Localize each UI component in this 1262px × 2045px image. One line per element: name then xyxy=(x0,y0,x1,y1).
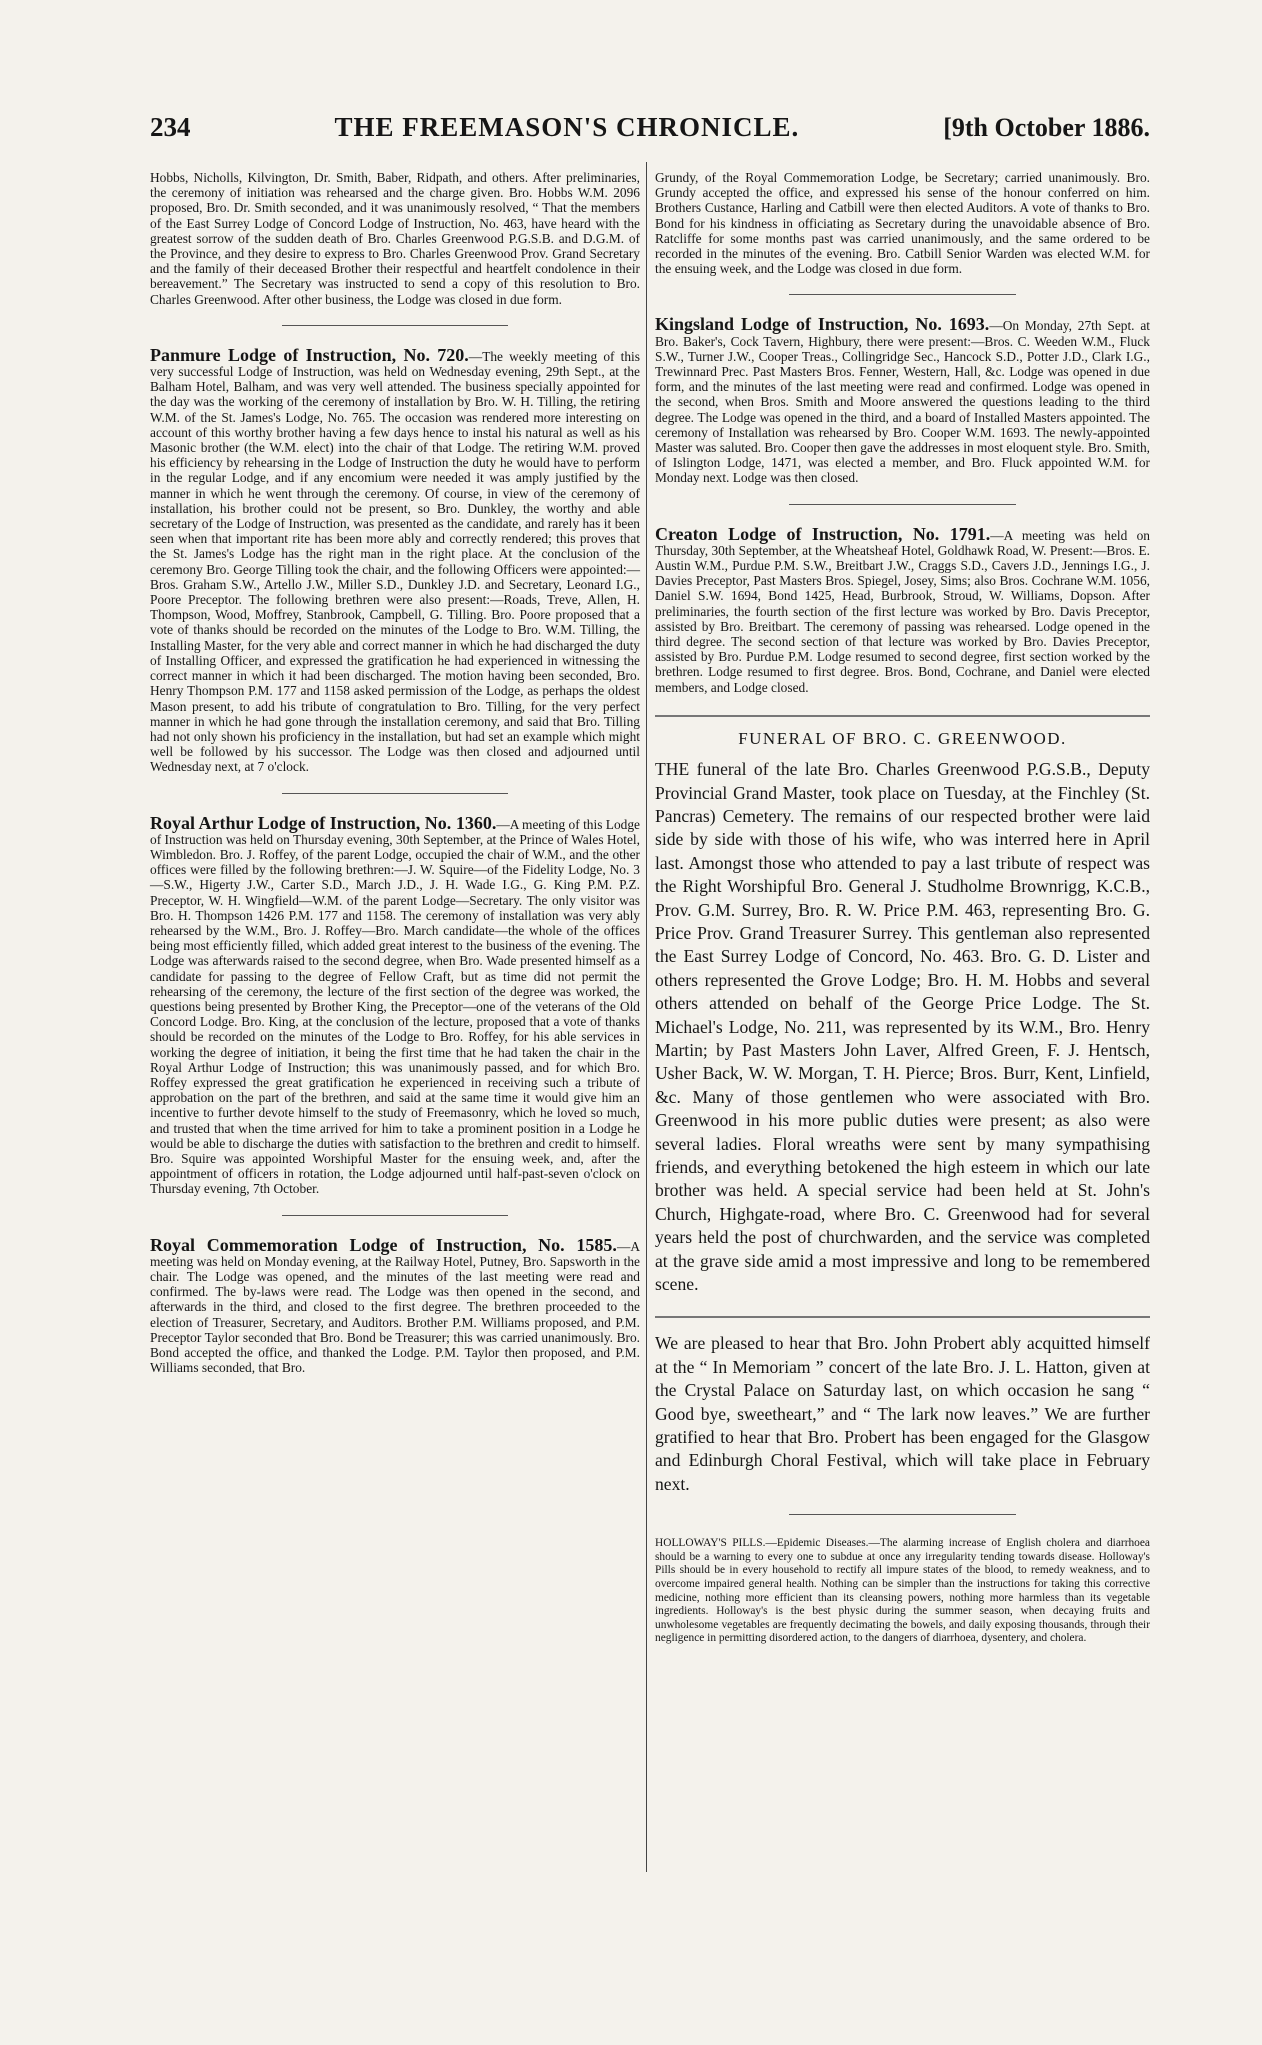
section-divider xyxy=(789,504,1017,505)
publication-title: THE FREEMASON'S CHRONICLE. xyxy=(334,112,800,142)
masthead xyxy=(150,112,1150,152)
royal-arthur-lodge-body: —A meeting of this Lodge of Instruction was held on Thursday evening, 30th September, at the Prince of Wales Hotel, Wimbledon. Bro. J. Roffey, of the parent Lodge, occupied the chair of W.M., and the other offices were filled by the following brethren:—J. W. Squire—of the Fidelity Lodge, No. 3—S.W., Higerty J.W., Carter S.D., March J.D., J. H. Wade I.G., G. King P.M. P.Z. Preceptor, W. H. Wingfield—W.M. of the parent Lodge—Secretary. The only visitor was Bro. H. Thompson 1426 P.M. 177 and 1158. The ceremony of installation was very ably rehearsed by the W.M., Bro. J. Roffey—Bro. March candidate—the whole of the offices being most efficiently filled, which added great interest to the business of the evening. The Lodge was afterwards raised to the second degree, when Bro. Wade presented himself as a candidate for passing to the degree of Fellow Craft, but as time did not permit the rehearsing of the ceremony, the lecture of the first section of the degree was worked, the questions being presented by Brother King, the Preceptor—one of the veterans of the Old Concord Lodge. Bro. King, at the conclusion of the lecture, proposed that a vote of thanks should be recorded on the minutes of the Lodge to Bro. Roffey, for his able services in working the degree of initiation, it being the first time that he had taken the chair in the Royal Arthur Lodge of Instruction; this was unanimously passed, and for which Bro. Roffey expressed the great gratification he experienced in receiving such a tribute of approbation on the part of the brethren, and said at the same time it would give him an incentive to further devote himself to the study of Freemasonry, which he loved so much, and trusted that when the time arrived for him to take a prominent position in a Lodge he would be able to discharge the duties with satisfaction to the brethren and credit to himself. Bro. Squire was appointed Worshipful Master for the ensuing week, and, after the appointment of officers in rotation, the Lodge adjourned until half-past-seven o'clock on Thursday evening, 7th October. xyxy=(150,816,641,1197)
royal-commemoration-lodge-body: —A meeting was held on Monday evening, at the Railway Hotel, Putney, Bro. Sapsworth in the chair. The Lodge was opened, and the minutes of the last meeting were read and confirmed. The by-laws were read. The Lodge was then opened in the second, and afterwards in the third, and closed to the first degree. The brethren proceeded to the election of Treasurer, Secretary, and Auditors. Brother P.M. Williams proposed, and P.M. Preceptor Taylor seconded that Bro. Bond be Treasurer; this was carried unanimously. Bro. Bond accepted the office, and thanked the Lodge. P.M. Taylor then proposed, and P.M. Williams seconded, that Bro. xyxy=(150,1238,640,1376)
section-divider xyxy=(789,1514,1017,1515)
east-surrey-report-continued: Hobbs, Nicholls, Kilvington, Dr. Smith, Baber, Ridpath, and others. After preliminaries, the ceremony of initiation was rehearsed and the charge given. Bro. Hobbs W.M. 2096 proposed, Bro. Dr. Smith seconded, and it was unanimously resolved, “ That the members of the East Surrey Lodge of Concord Lodge of Instruction, No. 463, have heard with the greatest sorrow of the sudden death of Bro. Charles Greenwood P.G.S.B. and D.G.M. of the Province, and they desire to express to Bro. Charles Greenwood Prov. Grand Secretary and the family of their deceased Brother their respectful and heartfelt condolence in their bereavement.” The Secretary was instructed to send a copy of this resolution to Bro. Charles Greenwood. After other business, the Lodge was closed in due form. xyxy=(150,170,640,307)
creaton-lodge-heading: Creaton Lodge of Instruction, No. 1791. xyxy=(655,523,991,544)
probert-notice: We are pleased to hear that Bro. John Probert ably acquitted himself at the “ In Memoriam ” concert of the late Bro. J. L. Hatton, given at the Crystal Palace on Saturday last, on which occasion he sang “ Good bye, sweetheart,” and “ The lark now leaves.” We are further gratified to hear that Bro. Probert has been engaged for the Glasgow and Edinburgh Choral Festival, which will take place in February next. xyxy=(655,1333,1150,1494)
funeral-article-body: THE funeral of the late Bro. Charles Greenwood P.G.S.B., Deputy Provincial Grand Master, took place on Tuesday, at the Finchley (St. Pancras) Cemetery. The remains of our respected brother were laid side by side with those of his wife, who was interred here in April last. Amongst those who attended to pay a last tribute of respect was the Right Worshipful Bro. General J. Studholme Brownrigg, K.C.B., Prov. G.M. Surrey, Bro. R. W. Price P.M. 463, representing Bro. G. Price Prov. Grand Treasurer Surrey. This gentleman also represented the East Surrey Lodge of Concord, No. 463. Bro. G. D. Lister and others represented the Grove Lodge; Bro. H. M. Hobbs and several others attended on behalf of the George Price Lodge. The St. Michael's Lodge, No. 211, was represented by its W.M., Bro. Henry Martin; by Past Masters John Laver, Alfred Green, F. J. Hentsch, Usher Back, W. W. Morgan, T. H. Pierce; Bros. Burr, Kent, Linfield, &c. Many of those gentlemen who were associated with Bro. Greenwood in his more public duties were present; as also were several ladies. Floral wreaths were sent by many sympathising friends, and everything betokened the high esteem in which our late brother was held. A special service had been held at St. John's Church, Highgate-road, where Bro. C. Greenwood had for several years held the post of churchwarden, and the service was completed at the grave side amid a most impressive and long to be remembered scene. xyxy=(655,759,1150,1295)
panmure-lodge-heading: Panmure Lodge of Instruction, No. 720. xyxy=(150,344,469,365)
creaton-lodge-article xyxy=(655,523,1150,695)
section-divider xyxy=(282,793,507,794)
left-column xyxy=(150,170,640,1375)
kingsland-lodge-heading: Kingsland Lodge of Instruction, No. 1693. xyxy=(655,314,990,335)
funeral-article-title: FUNERAL OF BRO. C. GREENWOOD. xyxy=(738,728,1067,748)
section-divider xyxy=(655,715,1150,717)
kingsland-lodge-article xyxy=(655,314,1150,486)
advertisement-body: —Epidemic Diseases.—The alarming increase of English cholera and diarrhoea should be a warning to every one to subdue at once any irregularity tending towards disease. Holloway's Pills should be in every household to rectify all impure states of the blood, to remedy weakness, and to overcome impaired general health. Nothing can be simpler than the instructions for taking this corrective medicine, nothing more efficient than its cleansing powers, nothing more harmless than its vegetable ingredients. Holloway's is the best physic during the summer season, when decaying fruits and unwholesome vegetables are frequently decimating the bowels, and daily exposing thousands, through their negligence in permitting disordered action, to the dangers of diarrhoea, dysentery, and cholera. xyxy=(655,1537,1150,1645)
section-divider xyxy=(282,325,507,326)
holloway-advertisement xyxy=(655,1537,1150,1646)
royal-arthur-lodge-article xyxy=(150,812,641,1197)
issue-date: [9th October 1886. xyxy=(943,113,1150,142)
column-divider xyxy=(646,162,647,1872)
royal-commemoration-report-continued: Grundy, of the Royal Commemoration Lodge, be Secretary; carried unanimously. Bro. Grundy accepted the office, and expressed his sense of the honour conferred on him. Brothers Custance, Harling and Catbill were then elected Auditors. A vote of thanks to Bro. Bond for his kindness in officiating as Secretary during the unavoidable absence of Bro. Ratcliffe for some months past was carried unanimously, and the same ordered to be recorded in the minutes of the evening. Bro. Catbill Senior Warden was elected W.M. for the ensuing week, and the Lodge was closed in due form. xyxy=(655,170,1150,277)
royal-commemoration-lodge-article xyxy=(150,1234,640,1376)
kingsland-lodge-body: —On Monday, 27th Sept. at Bro. Baker's, Cock Tavern, Highbury, there were present:—Bros. C. Weeden W.M., Fluck S.W., Turner J.W., Cooper Treas., Collingridge Sec., Hancock S.D., Potter J.D., Clark I.G., Trewinnard Prec. Past Masters Bros. Fenner, Western, Hall, &c. Lodge was opened in due form, and the minutes of the last meeting were read and confirmed. Lodge was opened in the second, when Bros. Smith and Moore answered the questions leading to the third degree. The Lodge was opened in the third, and a board of Installed Masters appointed. The ceremony of Installation was rehearsed by Bro. Cooper W.M. 1693. The newly-appointed Master was saluted. Bro. Cooper then gave the addresses in most eloquent style. Bro. Smith, of Islington Lodge, 1471, was elected a member, and Bro. Fluck appointed W.M. for Monday next. Lodge was then closed. xyxy=(655,318,1150,486)
panmure-lodge-body: —The weekly meeting of this very successful Lodge of Instruction, was held on Wednesday evening, 29th Sept., at the Balham Hotel, Balham, and was very well attended. The business specially appointed for the day was the working of the ceremony of installation by Bro. W. H. Tilling, the retiring W.M. of the St. James's Lodge, No. 765. The occasion was rendered more interesting on account of this worthy brother having a few days hence to instal his natural as well as his Masonic brother (the W.M. elect) into the chair of that Lodge. The retiring W.M. proved his efficiency by rehearsing in the Lodge of Instruction the duty he would have to perform in the regular Lodge, and if any encomium were needed it was amply justified by the manner in which he went through the ceremony. Of course, in view of the ceremony of installation, his brother could not be present, so Bro. Dunkley, the worthy and able secretary of the Lodge of Instruction, was presented as the candidate, and rarely has it been seen when that important rite has been more ably and correctly rendered; this proves that the St. James's Lodge has the right man in the right place. At the conclusion of the ceremony Bro. George Tilling took the chair, and the following Officers were appointed:—Bros. Graham S.W., Artello J.W., Miller S.D., Dunkley J.D. and Secretary, Leonard I.G., Poore Preceptor. The following brethren were also present:—Roads, Treve, Allen, H. Thompson, Wood, Moffrey, Stanbrook, Campbell, G. Tilling. Bro. Poore proposed that a vote of thanks should be recorded on the minutes of the Lodge to Bro. W.M. Tilling, the Installing Master, for the very able and correct manner in which he had discharged the duty of Installing Officer, and expressed the gratification he had experienced in witnessing the correct manner in which it had been discharged. The motion having been seconded, Bro. Henry Thompson P.M. 177 and 1158 asked permission of the Lodge, as perhaps the oldest Mason present, to add his tribute of congratulation to Bro. Tilling, for the very perfect manner in which he had gone through the installation ceremony, and said that Bro. Tilling had not only shown his proficiency in the installation, but had set an example which might well be followed by his successor. The Lodge was then closed and adjourned until Wednesday next, at 7 o'clock. xyxy=(150,348,640,775)
royal-arthur-lodge-heading: Royal Arthur Lodge of Instruction, No. 1360. xyxy=(150,812,497,833)
creaton-lodge-body: —A meeting was held on Thursday, 30th September, at the Wheatsheaf Hotel, Goldhawk Road, W. Present:—Bros. E. Austin W.M., Purdue P.M. S.W., Breitbart J.W., Craggs S.D., Cavers J.D., Jennings I.G., J. Davies Preceptor, Past Masters Bros. Spiegel, Josey, Sims; also Bros. Cochrane W.M. 1056, Daniel S.W. 1694, Bond 1425, Head, Burbrook, Stroud, W. Williams, Dopson. After preliminaries, the fourth section of the first lecture was worked by Bro. Davis Preceptor, assisted by Bro. Breitbart. The ceremony of passing was rehearsed. Lodge opened in the third degree. The second section of that lecture was worked by Bro. Davies Preceptor, assisted by Bro. Purdue P.M. Lodge resumed to second degree, first section worked by the brethren. Lodge resumed to first degree. Bros. Bond, Cochrane, and Daniel were elected members, and Lodge closed. xyxy=(655,527,1150,695)
advertisement-lead: HOLLOWAY'S PILLS. xyxy=(655,1537,766,1550)
right-column xyxy=(655,170,1150,1646)
section-divider xyxy=(282,1215,507,1216)
section-divider xyxy=(789,294,1017,295)
section-divider xyxy=(655,1316,1150,1318)
royal-commemoration-lodge-heading: Royal Commemoration Lodge of Instruction, No. 1585. xyxy=(150,1234,617,1255)
panmure-lodge-article xyxy=(150,344,640,775)
page-number: 234 xyxy=(150,112,191,142)
